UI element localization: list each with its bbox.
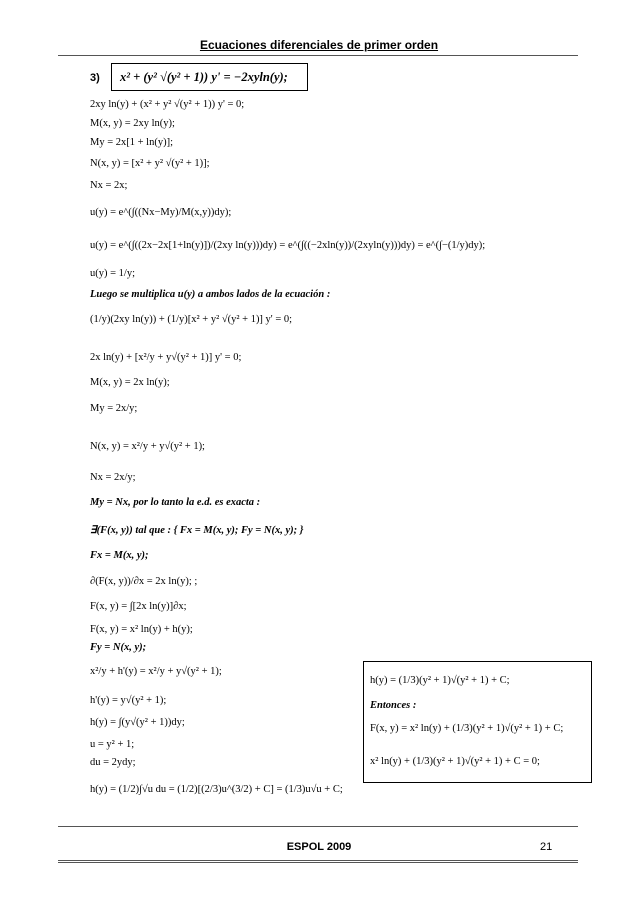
result-label: Entonces : — [370, 700, 417, 711]
equation-line: F(x, y) = x² ln(y) + h(y); — [90, 624, 193, 635]
equation-line: u(y) = 1/y; — [90, 268, 135, 279]
equation-line: u(y) = e^(∫((2x−2x[1+ln(y)])/(2xy ln(y)))dy) = e^(∫((−2xln(y))/(2xyln(y)))dy) = e^(∫−(1/y)dy); — [90, 240, 486, 251]
equation-line: du = 2ydy; — [90, 757, 136, 768]
equation-line: My = 2x/y; — [90, 403, 138, 414]
result-line-h: h(y) = (1/3)(y² + 1)√(y² + 1) + C; — [370, 675, 510, 686]
equation-line: u = y² + 1; — [90, 739, 135, 750]
equation-line: 2x ln(y) + [x²/y + y√(y² + 1)] y' = 0; — [90, 352, 242, 363]
section-note: Luego se multiplica u(y) a ambos lados de la ecuación : — [90, 289, 331, 300]
problem-equation: x² + (y² √(y² + 1)) y' = −2xyln(y); — [120, 70, 288, 84]
equation-line: (1/y)(2xy ln(y)) + (1/y)[x² + y² √(y² + 1)] y' = 0; — [90, 314, 293, 325]
equation-line: h(y) = ∫(y√(y² + 1))dy; — [90, 717, 185, 728]
header-rule — [58, 55, 578, 56]
equation-line: 2xy ln(y) + (x² + y² √(y² + 1)) y' = 0; — [90, 99, 245, 110]
page-header-title: Ecuaciones diferenciales de primer orden — [199, 38, 439, 52]
equation-line: h'(y) = y√(y² + 1); — [90, 695, 167, 706]
footer-text: ESPOL 2009 — [286, 841, 352, 853]
equation-line: x²/y + h'(y) = x²/y + y√(y² + 1); — [90, 666, 222, 677]
equation-line: N(x, y) = [x² + y² √(y² + 1)]; — [90, 158, 210, 169]
result-line-solution: x² ln(y) + (1/3)(y² + 1)√(y² + 1) + C = 0; — [370, 756, 540, 767]
page-number: 21 — [540, 841, 553, 853]
equation-line: My = 2x[1 + ln(y)]; — [90, 137, 174, 148]
equation-line: ∂(F(x, y))/∂x = 2x ln(y); ; — [90, 576, 198, 587]
equation-line: M(x, y) = 2x ln(y); — [90, 377, 170, 388]
equation-line: Fx = M(x, y); — [90, 550, 149, 561]
equation-line: u(y) = e^(∫((Nx−My)/M(x,y))dy); — [90, 207, 232, 218]
exactness-note: My = Nx, por lo tanto la e.d. es exacta : — [90, 497, 261, 508]
equation-line: N(x, y) = x²/y + y√(y² + 1); — [90, 441, 205, 452]
equation-line: Nx = 2x/y; — [90, 472, 136, 483]
equation-line: Fy = N(x, y); — [90, 642, 147, 653]
result-line-f: F(x, y) = x² ln(y) + (1/3)(y² + 1)√(y² + 1) + C; — [370, 723, 564, 734]
footer-rule — [58, 826, 578, 827]
equation-line: h(y) = (1/2)∫√u du = (1/2)[(2/3)u^(3/2) + C] = (1/3)u√u + C; — [90, 784, 343, 795]
equation-line: M(x, y) = 2xy ln(y); — [90, 118, 175, 129]
problem-number: 3) — [90, 72, 100, 84]
existence-statement: ∃(F(x, y)) tal que : { Fx = M(x, y); Fy = N(x, y); } — [90, 525, 304, 536]
footer-bottom-rule — [58, 860, 578, 863]
equation-line: F(x, y) = ∫[2x ln(y)]∂x; — [90, 601, 187, 612]
equation-line: Nx = 2x; — [90, 180, 128, 191]
